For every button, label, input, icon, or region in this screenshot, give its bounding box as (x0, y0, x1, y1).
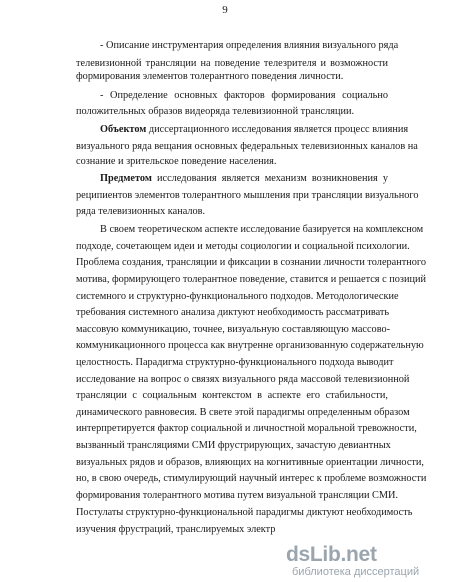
text-line: изучения фрустраций, транслируемых электр (76, 524, 276, 535)
text-line: Объектом диссертационного исследования является процесс влияния (100, 124, 409, 135)
bold-term: Объектом (100, 124, 147, 135)
text-line: Проблема создания, трансляции и фиксации в сознании личности толерантного (76, 257, 427, 268)
text-line: формирования толерантного мотива путем визуальной трансляции СМИ. (76, 490, 399, 501)
text-line: трансляции с социальным контекстом в аспекте его стабильности, (76, 390, 388, 401)
text-line: мотива, формирующего толерантное поведение, ставится и решается с позиций (76, 274, 426, 285)
text-line: визуального ряда вещания основных федеральных телевизионных каналов на (76, 141, 418, 152)
text-line: но, в свою очередь, стимулирующий научный интерес к проблеме возможности (76, 473, 427, 484)
text-line: сознание и зрительское поведение населения. (76, 156, 277, 167)
text-line: интерпретируется фактор социальной и личностной моральной тревожности, (76, 423, 417, 434)
text-line: системного и структурно-функционального подходов. Методологические (76, 291, 399, 302)
text-line: Предметом исследования является механизм возникновения у (100, 173, 388, 184)
text-line: ряда телевизионных каналов. (76, 206, 206, 217)
text-line: В своем теоретическом аспекте исследование базируется на комплексном (100, 224, 424, 235)
watermark-subtitle: библиотека диссертаций (292, 566, 420, 578)
text-line: положительных образов видеоряда телевизионной трансляции. (76, 106, 355, 117)
text-line: вызванный трансляциями СМИ фрустрирующих, зачастую девиантных (76, 440, 391, 451)
text-line: подходе, сочетающем идеи и методы социологии и социальной психологии. (76, 241, 410, 252)
page-number: 9 (222, 4, 228, 16)
bold-term: Предметом (100, 173, 152, 184)
text-line: Постулаты структурно-функциональной парадигмы диктуют необходимость (76, 507, 413, 518)
text-line: массовую коммуникацию, точнее, визуальную составляющую массово- (76, 324, 391, 335)
text-line: реципиентов элементов толерантного мышления при трансляции визуального (76, 190, 419, 201)
text-line: целостность. Парадигма структурно-функционального подхода выводит (76, 357, 394, 368)
text-line: - Определение основных факторов формирования социально (100, 90, 388, 101)
watermark (286, 543, 450, 582)
text-line: требования системного анализа диктуют необходимость рассматривать (76, 307, 390, 318)
text-line: коммуникационного процесса как внутренне организованную содержательную (76, 340, 424, 351)
text-line: формирования элементов толерантного поведения личности. (76, 71, 344, 82)
text-line: динамического равновесия. В свете этой парадигмы определенным образом (76, 407, 410, 418)
text-line: визуальных рядов и образов, влияющих на когнитивные ориентации личности, (76, 457, 424, 468)
watermark-logo: dsLib.net (286, 543, 377, 566)
text-line: телевизионной трансляции на поведение телезрителя и возможности (76, 58, 388, 69)
text-line: - Описание инструментария определения влияния визуального ряда (100, 40, 399, 51)
text-line: исследование на вопрос о связях визуального ряда массовой телевизионной (76, 374, 410, 385)
